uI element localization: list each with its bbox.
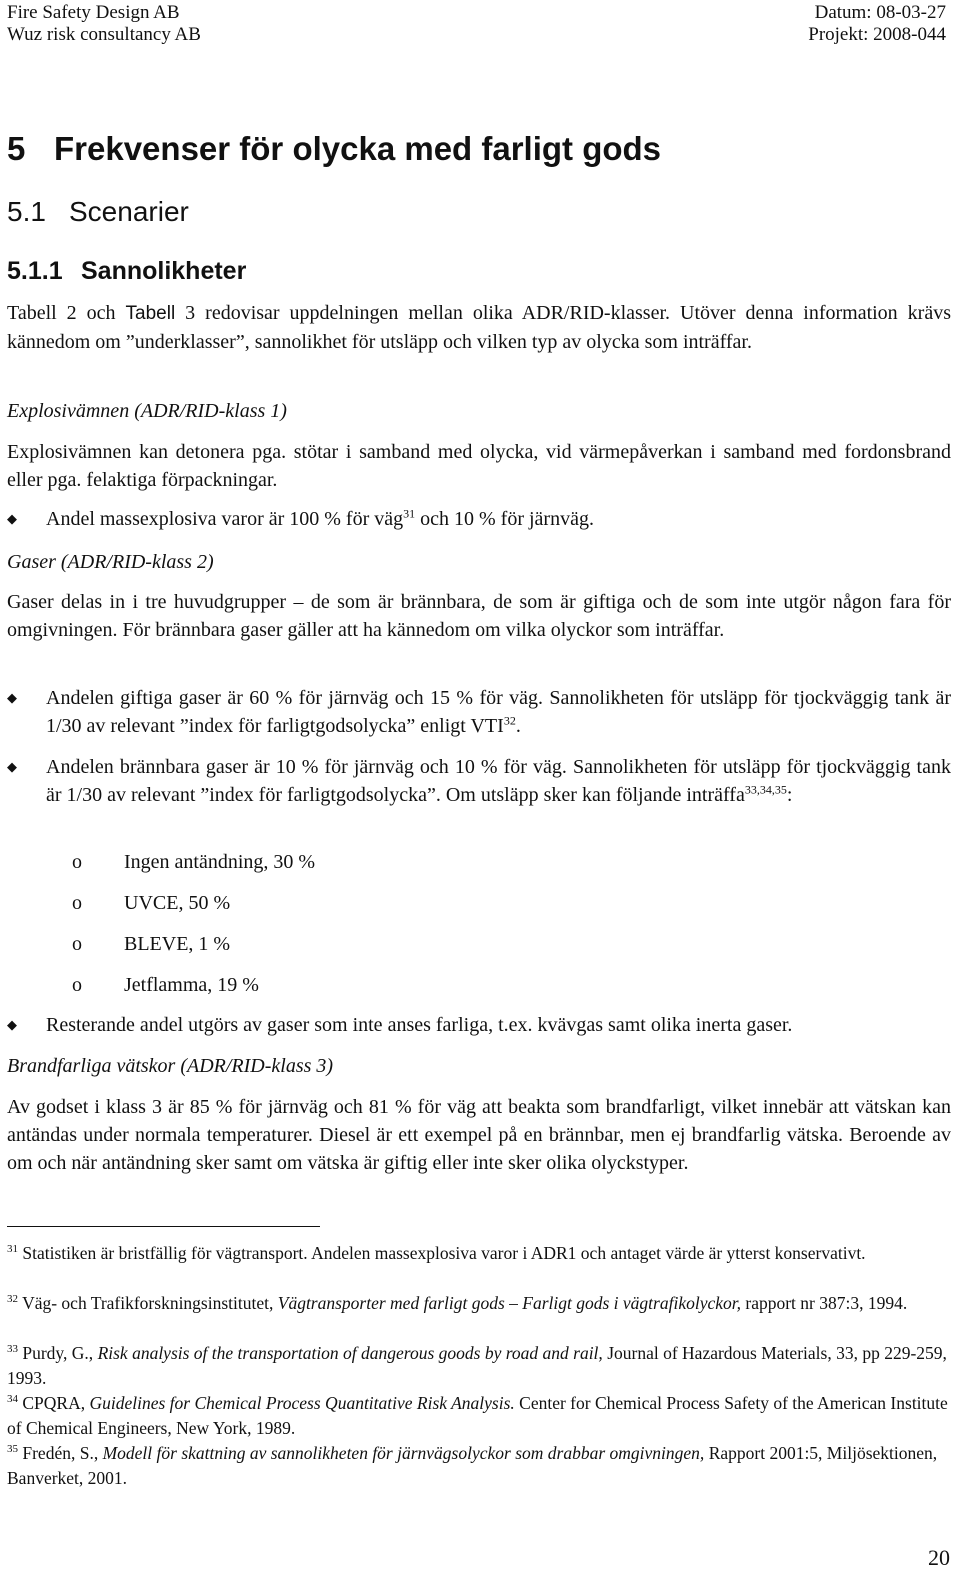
footnote-number: 33 xyxy=(7,1343,18,1356)
bullet-text-end: . xyxy=(515,715,521,737)
sub-item-text: Ingen antändning, 30 % xyxy=(124,851,316,873)
section-heading xyxy=(7,130,661,168)
footnote-number: 31 xyxy=(7,1243,18,1256)
sub-item-text: Jetflamma, 19 % xyxy=(124,974,259,996)
footnote-31 xyxy=(7,1241,951,1266)
footnote-text: Fredén, S., xyxy=(22,1443,103,1463)
footnote-text: Statistiken är bristfällig för vägtransport. Andelen massexplosiva varor i ADR1 och antaget värde är ytterst konservativt. xyxy=(22,1243,866,1263)
footnote-34 xyxy=(7,1391,951,1441)
sub-bullet-marker: o xyxy=(72,974,82,996)
footnote-title: Modell för skattning av sannolikheten för järnvägsolyckor som drabbar omgivningen, xyxy=(102,1443,705,1463)
sub-bullet-marker: o xyxy=(72,892,82,914)
header-company-1: Fire Safety Design AB xyxy=(7,2,180,23)
class2-bullet-toxic xyxy=(7,684,951,740)
bullet-text: Resterande andel utgörs av gaser som inte anses farliga, t.ex. kvävgas samt olika inerta gaser. xyxy=(46,1014,793,1036)
footnote-text: Väg- och Trafikforskningsinstitutet, xyxy=(22,1293,278,1313)
footnote-text: Purdy, G., xyxy=(22,1343,98,1363)
subsection-heading xyxy=(7,196,189,228)
sub-bullet-marker: o xyxy=(72,851,82,873)
class2-bullet-flammable xyxy=(7,753,951,809)
bullet-text xyxy=(46,505,951,533)
footnote-33 xyxy=(7,1341,951,1391)
bullet-diamond-icon: ◆ xyxy=(7,690,17,705)
class1-bullet xyxy=(7,505,951,533)
page-number: 20 xyxy=(928,1545,950,1570)
footnote-ref-33-35: 33,34,35 xyxy=(744,782,787,797)
section-number: 5 xyxy=(7,130,26,167)
footnote-35 xyxy=(7,1441,951,1491)
footnote-32 xyxy=(7,1291,951,1316)
class3-heading: Brandfarliga vätskor (ADR/RID-klass 3) xyxy=(7,1055,334,1077)
class2-heading: Gaser (ADR/RID-klass 2) xyxy=(7,551,214,573)
bullet-text-end: : xyxy=(786,784,793,806)
page-header-right xyxy=(808,2,946,46)
footnote-title: Vägtransporter med farligt gods – Farligt gods i vägtrafikolyckor, xyxy=(277,1293,741,1313)
intro-text-2: 3 redovisar uppdelningen mellan olika ADR/RID-klasser. Utöver denna information krävs kännedom om ”underklasser”, sannolikhet för utsläpp och vilken typ av olycka som inträffar. xyxy=(7,302,951,353)
footnote-text-end: Journal of Hazardous Materials, 33, pp 229-259, 1993. xyxy=(7,1343,947,1388)
intro-text-1: Tabell 2 och xyxy=(7,302,126,324)
section-title: Frekvenser för olycka med farligt gods xyxy=(54,130,662,167)
class1-heading: Explosivämnen (ADR/RID-klass 1) xyxy=(7,400,287,422)
footnote-title: Guidelines for Chemical Process Quantitative Risk Analysis. xyxy=(89,1393,515,1413)
footnote-text: CPQRA, xyxy=(22,1393,90,1413)
class2-paragraph: Gaser delas in i tre huvudgrupper – de som är brännbara, de som är giftiga och de som inte utgör någon fara för omgivningen. För brännbara gaser gäller att ha kännedom om vilka olyckor som inträffar. xyxy=(7,591,951,641)
class3-paragraph: Av godset i klass 3 är 85 % för järnväg och 81 % för väg att beakta som brandfarligt, vilket innebär att vätskan kan antändas under normala temperaturer. Diesel är ett exempel på en brännbar, men ej brandfarlig vätska. Beroende av om och när antändning sker samt om vätska är giftig eller inte sker olika olyckstyper. xyxy=(7,1096,951,1174)
subsubsection-heading xyxy=(7,257,246,286)
sub-list-item xyxy=(72,889,230,917)
subsection-title: Scenarier xyxy=(69,196,189,227)
footnote-title: Risk analysis of the transportation of dangerous goods by road and rail, xyxy=(97,1343,603,1363)
footnote-text-end: rapport nr 387:3, 1994. xyxy=(741,1293,908,1313)
bullet-diamond-icon: ◆ xyxy=(7,759,17,774)
table-reference: Tabell xyxy=(125,303,176,324)
sub-list-item xyxy=(72,971,259,999)
subsubsection-title: Sannolikheter xyxy=(81,257,247,285)
sub-item-text: BLEVE, 1 % xyxy=(124,933,231,955)
class1-paragraph: Explosivämnen kan detonera pga. stötar i samband med olycka, vid värmepåverkan i samband med fordonsbrand eller pga. felaktiga förpackningar. xyxy=(7,441,951,491)
footnote-ref-31: 31 xyxy=(403,506,416,521)
header-project: Projekt: 2008-044 xyxy=(808,24,946,45)
bullet-text-main: Andelen brännbara gaser är 10 % för järnväg och 10 % för väg. Sannolikheten för utsläpp för tjockväggig tank är 1/30 av relevant ”index för farligtgodsolycka”. Om utsläpp sker kan följande inträffa xyxy=(46,756,951,806)
footnote-ref-32: 32 xyxy=(503,713,516,728)
header-company-2: Wuz risk consultancy AB xyxy=(7,24,201,45)
footnote-text-end: Center for Chemical Process Safety of the American Institute of Chemical Engineers, New York, 1989. xyxy=(7,1393,948,1438)
sub-list-item xyxy=(72,930,230,958)
footnote-number: 32 xyxy=(7,1293,18,1306)
intro-paragraph xyxy=(7,299,951,356)
bullet-text-main: Andel massexplosiva varor är 100 % för väg xyxy=(46,508,404,530)
bullet-text-main: Andelen giftiga gaser är 60 % för järnväg och 15 % för väg. Sannolikheten för utsläpp för tjockväggig tank är 1/30 av relevant ”index för farligtgodsolycka” enligt VTI xyxy=(46,687,951,737)
bullet-text xyxy=(46,684,951,740)
subsection-number: 5.1 xyxy=(7,196,46,227)
footnote-number: 35 xyxy=(7,1443,18,1456)
bullet-diamond-icon: ◆ xyxy=(7,511,17,526)
header-date: Datum: 08-03-27 xyxy=(814,2,946,23)
page-header-left xyxy=(7,2,201,46)
bullet-text xyxy=(46,753,951,809)
footnote-text-end: Rapport 2001:5, Miljösektionen, Banverket, 2001. xyxy=(7,1443,938,1488)
sub-item-text: UVCE, 50 % xyxy=(124,892,231,914)
sub-bullet-marker: o xyxy=(72,933,82,955)
bullet-text-end: och 10 % för järnväg. xyxy=(415,508,594,530)
bullet-diamond-icon: ◆ xyxy=(7,1017,17,1032)
class2-bullet-remaining xyxy=(7,1011,951,1039)
footnote-separator xyxy=(7,1226,320,1227)
sub-list-item xyxy=(72,848,315,876)
subsubsection-number: 5.1.1 xyxy=(7,257,63,285)
footnote-number: 34 xyxy=(7,1393,18,1406)
